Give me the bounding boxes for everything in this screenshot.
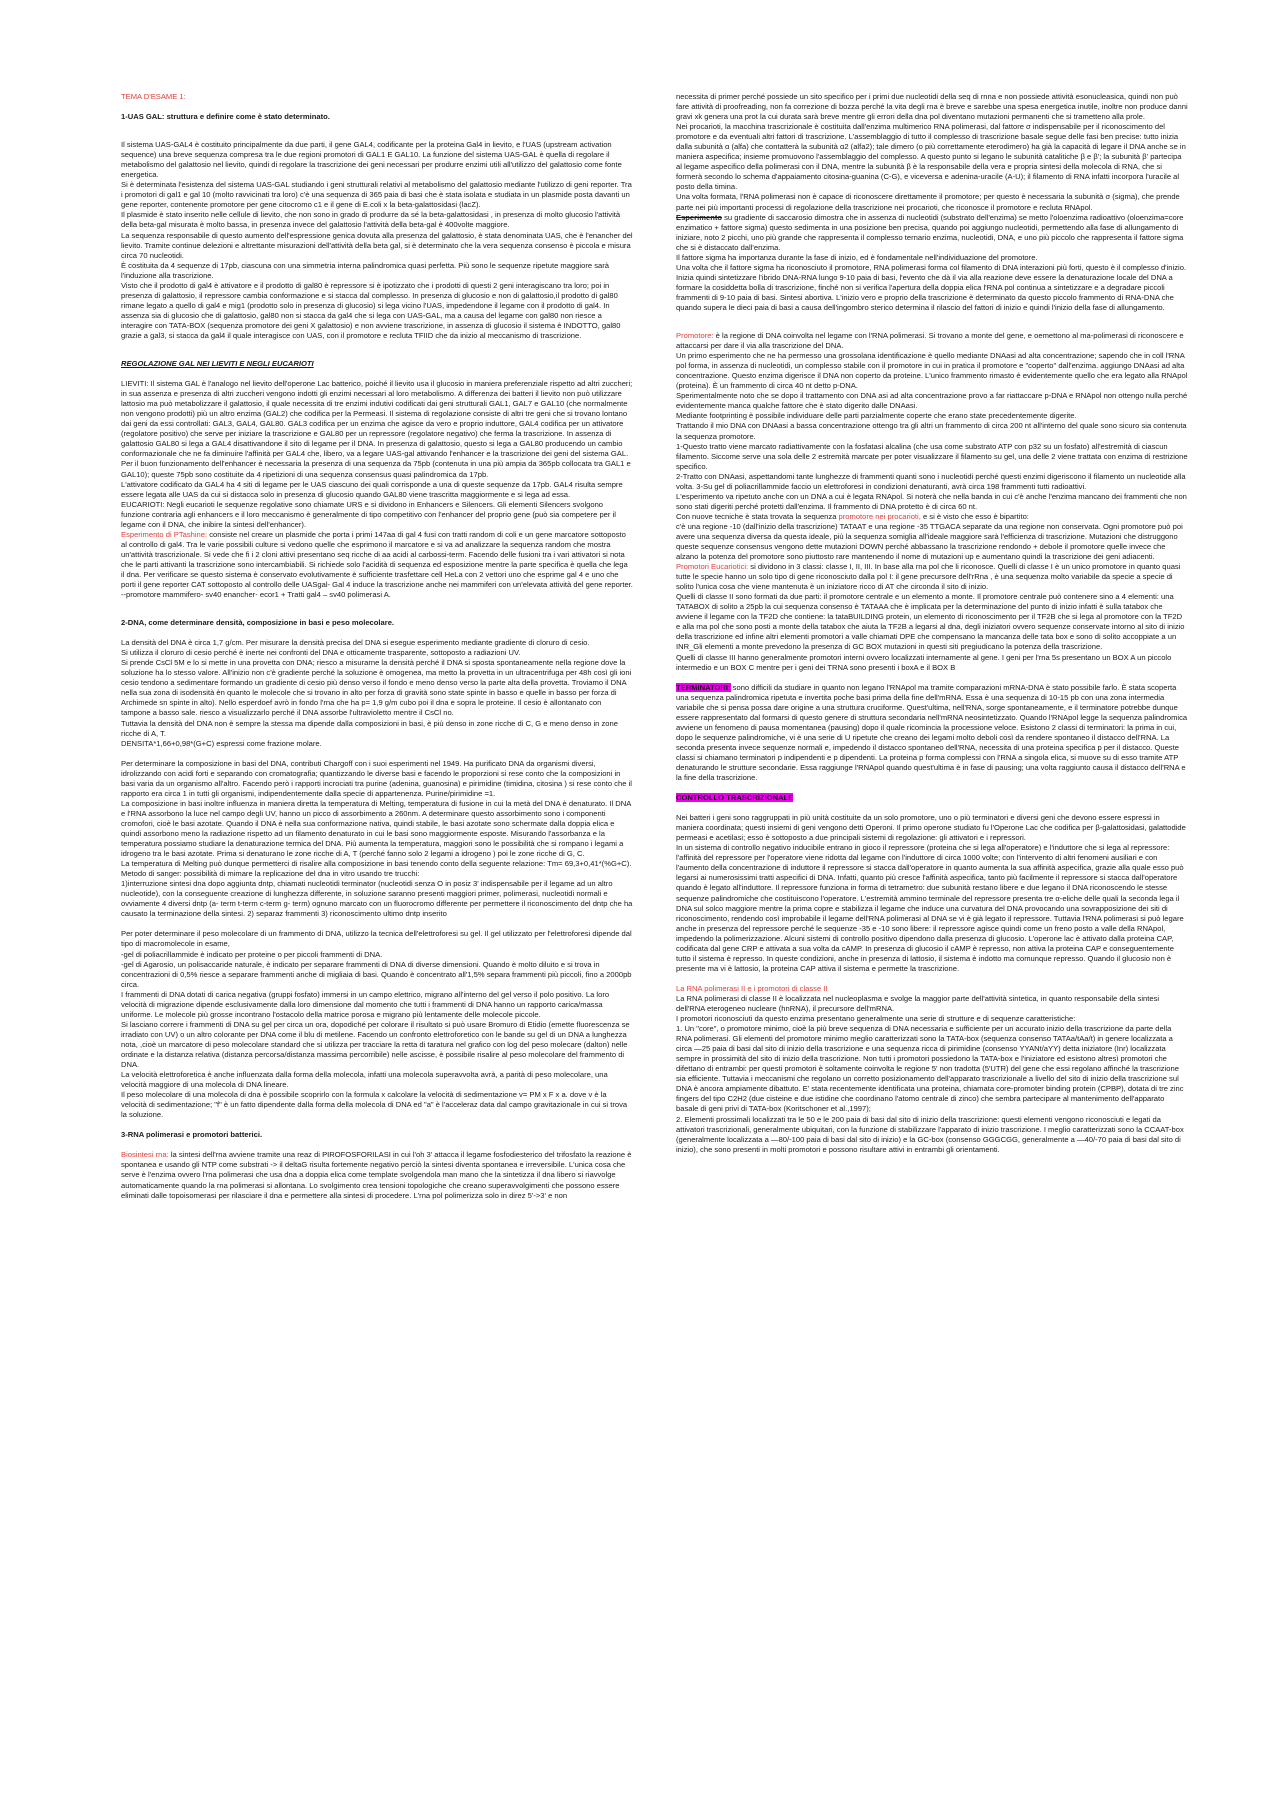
right-column bbox=[676, 92, 1188, 1155]
paragraph: La RNA polimerasi di classe II è localizzata nel nucleoplasma e svolge la maggior parte dell'attività sintetica, in quanto responsabile della sintesi dell'RNA eterogeneo nucleare (hnRNA), il precursore dell'mRNA. bbox=[676, 993, 1160, 1013]
paragraph-text: consiste nel creare un plasmide che porta i primi 147aa di gal 4 fusi con tratti random di coli e un gene marcatore sottoposto al controllo di gal4. Tra le varie possibili culture si vedono quelle che esprimono il marcatore e si va ad analizzare la sequenza random che mostra un'attività trascrizionale. Si vede che fi i 2 cloni attivi presentano seq ricche di aa acidi al carbossi-term. Facendo delle fusioni tra i vari attivatori si nota che le parti attivanti la trascrizione sono intercambiabili. Si richiede solo l'acidità di sequenza ed esposizione mentre la parte specifica è quella che lega il dna. Per verificare se questo sistema è conservato evolutivamente è sufficiente trasfettare cell HeLa con 2 vettori uno che esprime gal 4 e uno che porti il gene reporter CAT sottoposto al controllo delle UASgal- Gal 4 induce la trascrizione anche nei mammiferi con un'elevata attività del gene reporter. bbox=[121, 529, 633, 590]
terminatori-label: TERMINATORI: bbox=[676, 682, 731, 692]
heading-uas-gal: 1-UAS GAL: struttura e definire come è stato determinato. bbox=[121, 112, 330, 122]
paragraph: L'esperimento va ripetuto anche con un DNA a cui è legata RNApol. Si noterà che nella banda in cui c'è anche l'enzima mancano dei frammenti che non sono stati digeriti perché protetti dall'enzima. Il frammento di DNA protetto è di circa 60 nt. bbox=[676, 491, 1187, 511]
paragraph: Il peso molecolare di una molecola di dna è possibile scoprirlo con la formula x calcolare la velocità di sedimentazione v= PM x F x a. dove v è la velocità di sedimentazione; "f" è un fatto dipendente dalla forma della molecola di DNA ed "a" è l'acceleraz data dal campo gravitazionale in cui si trova la soluzione. bbox=[121, 1090, 628, 1120]
paragraph: DENSITA*1,66+0,98*(G+C) espressi come frazione molare. bbox=[121, 738, 322, 748]
paragraph bbox=[676, 331, 1188, 351]
paragraph: In un sistema di controllo negativo inducibile entrano in gioco il repressore (proteina che si lega all'operatore) e l'induttore che si lega al repressore: l'affinità del repressore per l'operatore viene ridotta dal legame con l'induttore di circa 1000 volte; con l'intervento di altri fenomeni ausiliari e con l'aumento della concentrazione di induttore il repressore si stacca dall'operatore in quanto aumenta la sua affinità aspecifica, grazie alla quale esso può legarsi ai numerosissimi tratti aspecifici di DNA. Infatti, quanto più cresce l'affinità aspecifica, tanto più facilmente il repressore si stacca dall'operatore quando è legato all'induttore. Il repressore funziona in forma di tetrametro: due subunità restano libere e due legano il DNA riconoscendo le stesse sequenze palindromiche che costituiscono l'operatore. L'estremità ammino terminale del repressore presenta tre α-eliche delle quali la seconda lega il DNA sul solco maggiore mentre la prima copre e stabilizza il legame che induce una curvatura del DNA provocando una sovrapposizione dei siti di riconoscimento, rendendo così improbabile il legame dell'RNA polimerasi al DNA se vi è già legato il repressore. Tuttavia l'RNA polimerasi si può legare anche in presenza del repressore perché le sequenze -35 e -10 sono libere: il repressore agisce quindi come un freno posto a valle della RNApol, impedendo la polimerizzazione. Alcuni sistemi di controllo positivo dipendono dalla presenza di glucosio. L'operone lac è attivato dalla proteina CAP, codificata dal gene CRP e attivata a sua volta da cAMP. In presenza di glucosio il cAMP è represso, non attiva la proteina CAP e conseguentemente tutto il sistema è represso. In queste condizioni, anche in presenza di lattosio, il sistema è indotto ma comunque represso. Quando il glucosio non è presente ma vi è lattosio, la proteina CAP attiva il sistema e permette la trascrizione. bbox=[676, 843, 1184, 973]
paragraph: Il fattore sigma ha importanza durante la fase di inizio, ed è fondamentale nell'individuazione del promotore. bbox=[676, 252, 1038, 262]
exam-title: TEMA D'ESAME 1: bbox=[121, 92, 186, 101]
paragraph: La velocità elettroforetica è anche influenzata dalla forma della molecola, infatti una molecola superavvolta avrà, a parità di peso molecolare, una velocità maggiore di una molecola di DNA lineare. bbox=[121, 1070, 608, 1090]
paragraph: La sequenza responsabile di questo aumento dell'espressione genica dovuta alla presenza del galattosio, è stata denominata UAS, che è l'enancher del lievito. Tramite continue delezioni e altrettante misurazioni dell'attività della beta gal, si è determinato che la vera sequenza consenso è piccola e misura circa 70 nucleotidi. bbox=[121, 230, 633, 260]
paragraph bbox=[676, 793, 1188, 803]
paragraph: necessita di primer perché possiede un sito specifico per i primi due nucleotidi della seq di rnna e non possiede attività esonucleasica, quindi non può fare attività di proofreading, non fa correzione di bozza perché la vita degli rna è breve e sarebbe una spesa energetica inutile, inoltre non produce danni gravi xk genera una prot la cui durata sarà breve mentre gli errori della dna pol diventano mutazioni permanenti che si trametteno alla prole. bbox=[676, 92, 1188, 122]
paragraph bbox=[121, 530, 633, 590]
controllo-trascrizionale-heading: CONTROLLO TRASCRIZIONALE bbox=[676, 793, 794, 803]
paragraph: Inizia quindi sintetizzare l'ibrido DNA-RNA lungo 9-10 paia di basi, l'evento che dà il via alla reazione deve essere la denaturazione locale del DNA a formare la cosiddetta bolla di trascrizione, finché non si verifica l'apertura della doppia elica l'RNA pol continua a sintetizzare e a degradare piccoli frammenti di 9-10 paia di basi. Sintesi abortiva. L'inizio vero e proprio della trascrizione è determinato da questo piccolo frammento di RNA-DNA che quando supera le dieci paia di basi a causa dell'ingombro sterico determina il rilascio del fattori di inizio e quindi l'inizio della fase di allungamento. bbox=[676, 272, 1174, 312]
paragraph: 2-Tratto con DNAasi, aspettandomi tante lunghezze di frammenti quanti sono i nucleotidi perché questi enzimi digeriscono il filamento un nucleotide alla volta. 3-Su gel di poliacrillammide faccio un elettroforesi in condizioni denaturanti, avrà circa 198 frammenti tutti radioattivi. bbox=[676, 471, 1186, 491]
paragraph: È costituita da 4 sequenze di 17pb, ciascuna con una simmetria interna palindromica quasi perfetta. Più sono le sequenze ripetute maggiore sarà l'induzione alla trascrizione. bbox=[121, 260, 609, 280]
paragraph: Metodo di sanger: possibilità di mimare la replicazione del dna in vitro usando tre trucchi: bbox=[121, 869, 420, 879]
paragraph: -gel di poliacrillammide è indicato per proteine o per piccoli frammenti di DNA. bbox=[121, 949, 383, 959]
paragraph: LIEVITI: Il sistema GAL è l'analogo nel lievito dell'operone Lac batterico, poiché il lievito usa il glucosio in maniera preferenziale rispetto ad altri zuccheri; in sua assenza e presenza di altri zuccheri vengono indotti gli enzimi necessari al loro metabolismo. A differenza dei batteri il lievito non può utilizzare lattosio ma può metabolizzare il galattosio, il quale necessita di tre enzimi indutivi codificati dai geni strutturali GAL1, GAL7 e GAL10 (che normalmente non vengono prodotti) più un altro enzima (GAL2) che codifica per la Permeasi. Il sistema di regolazione consiste di altri tre geni che si trovano lontano dai geni da essi controllati: GAL3, GAL4, GAL80. GAL3 codifica per un enzima che agisce da vero e proprio induttore, GAL4 codifica per un attivatore (regolatore positivo) che serve per iniziare la trascrizione e GAL80 per un repressore (regolatore negativo) che ferma la trascrizione. In assenza di galattosio GAL80 si lega a GAL4 disattivandone il sito di legame per il DNA. In presenza di galattosio, questo si lega a GAL80 producendo un cambio conformazionale che ne fa diminuire l'affinità per GAL4 che, libero, va a legare UAS-gal attivando l'enhancer e la trascrizione dei geni del sistema GAL. Per il buon funzionamento dell'enhancer è necessaria la presenza di una sequenza da 75pb (contenuta in una più ampia da 365pb collocata tra GAL1 e GAL10); queste 75pb sono costituite da 4 ripetizioni di una sequenza consensus quasi palindromica da 17pb. bbox=[121, 379, 633, 479]
paragraph: Quelli di classe III hanno generalmente promotori interni ovvero localizzati internamente al gene. I geni per l'rna 5s presentano un BOX A un piccolo intermedio e un BOX C mentre per i geni dei TRNA sono presenti i boxA e il BOX B bbox=[676, 652, 1172, 672]
biosintesi-label: Biosintesi rna: bbox=[121, 1150, 169, 1160]
paragraph: 1. Un "core", o promotore minimo, cioè la più breve sequenza di DNA necessaria e sufficiente per un accurato inizio della trascrizione da parte della RNA polimerasi. Gli elementi del promotore minimo meglio caratterizzati sono la TATA-box (sequenza consenso TATAa/tAa/t) in genere localizzata a circa —25 paia di basi dal sito di inizio della trascrizione e una sequenza ricca di pirimidine (consenso YYANt/aYY) detta iniziatore (Inr) localizzata sempre in prossimità del sito di inizio della trascrizione. Non tutti i promotori possiedono la TATA-box e l'iniziatore ed esistono altresì promotori che difettano di entrambi: per questi promotori è soltamente coinvolta le regione 5' non tradotta (5'UTR) del gene che essi regolano affinché la trascrizione sia efficiente. Tuttavia i meccanismi che regolano un corretto posizionamento dell'apparato trascrizionale a livello del sito di inizio della trascrizione sul DNA è ancora ampiamente dibattuto. E' stata recentemente identificata una proteina, chiamata core-promoter binding protein (CPBP), dotata di tre zinc fingers del tipo C2H2 (due cisteine e due istidine che coordinano l'atomo centrale di zinco) che sembra partecipare al mantenimento dell'apparato basale di geni privi di TATA-box (Koritschoner et al.,1997); bbox=[676, 1024, 1184, 1114]
paragraph: Per poter determinare il peso molecolare di un frammento di DNA, utilizzo la tecnica dell'elettroforesi su gel. Il gel utilizzato per l'elettroforesi dipende dal tipo di macromolecole in esame, bbox=[121, 929, 632, 949]
paragraph bbox=[676, 683, 1188, 783]
paragraph bbox=[676, 562, 1188, 592]
paragraph: Nei procarioti, la macchina trascrizionale è costituita dall'enzima multimerico RNA polimerasi, dal fattore σ indispensabile per il riconoscimento del promotore e da eventuali altri fattori di trascrizione. L'assemblaggio di tutto il complesso di trascrizione basale segue delle fasi ben precise: tutto inizia dalla subunità α (alfa) che contatterà la subunità α2 (alfa2); tale dimero (o più correttamente eterodimero) ha già la capacità di legare il DNA anche se in maniera aspecifica; insieme promuovono l'assemblaggio del complesso. A questo punto si legano le subunità catalitiche β e β'; la subunità β' partecipa al legame aspecifico della polimerasi con il DNA, mentre la subunità β è la responsabile della vera e propria sintesi della molecola di RNA, che si formerà secondo lo schema d'appaiamento citosina-guanina (C-G), e viceversa e adenina-uracile (A-U); il filamento di RNA infatti incorpora l'uracile al posto della timina. bbox=[676, 122, 1186, 192]
paragraph-text: e si è visto che esso è bipartito: bbox=[920, 511, 1029, 521]
esperimento-label: Esperimento bbox=[676, 212, 722, 222]
paragraph-text: è la regione di DNA coinvolta nel legame con l'RNA polimerasi. Si trovano a monte del gene, e oemettono al ma-polimerasi di riconoscere e attaccarsi per dare il via alla trascrizione del DNA. bbox=[676, 331, 1184, 351]
paragraph: Tuttavia la densità del DNA non è sempre la stessa ma dipende dalla composizioni in basi, è più denso in zone ricche di C, G e meno denso in zone ricche di A, T. bbox=[121, 718, 618, 738]
experiment-label: Esperimento di PTashine: bbox=[121, 529, 208, 539]
paragraph-text: sono difficili da studiare in quanto non legano l'RNApol ma tramite comparazioni mRNA-DNA è stato possibile farlo. È stata scoperta una sequenza palindromica ripetuta e invertita poche basi prima della fine dell'mRNA. Essa è una sequenza di 10-15 pb con una zona intermedia variabile che si pensa possa dare origine a una struttura cruciforme. Quest'ultima, nell'RNA, sorge spontaneamente, e il terminatore potrebbe dunque essere rappresentato dal formarsi di questo genere di struttura secondaria nell'mRNA neosintetizzato. Quando l'RNApol legge la sequenza palindromica avviene un fenomeno di pausa momentanea (pausing) dopo il quale ricomincia la processione veloce. Esistono 2 classi di terminatori: la prima in cui, dopo le sequenze palindromiche, vi è una serie di U ripetute che creano dei legami molto deboli così da rendere spontaneo il distacco dell'RNA. La seconda presenta invece sequenze normali e, impedendo il distacco spontaneo dell'RNA, necessita di una proteina specifica p per il distacco. Queste classi si chiamano terminatori p indipendenti e p dipendenti. La proteina p forma complessi con l'RNA a singola elica, si muove su di esso tramite ATP denaturando le strutture secondarie. Essa raggiunge l'RNApol quando quest'ultima è in fase di pausing; una volta raggiunto causa il distacco dell'RNA e la fine della trascrizione. bbox=[676, 682, 1188, 783]
paragraph: Il sistema UAS-GAL4 è costituito principalmente da due parti, il gene GAL4, codificante per la proteina Gal4 in lievito, e l'UAS (upstream activation sequence) una breve sequenza compresa tra le due regioni promotori di GAL1 E GAL10. La funzione del sistema UAS-GAL è quella di regolare il metabolismo del galattosio nel lievito, quindi di regolare la trascrizione dei geni necessari per produrre enzimi utili all'utilizzo del galattosio come fonte energetica. bbox=[121, 140, 622, 180]
paragraph: Una volta che il fattore sigma ha riconosciuto il promotore, RNA polimerasi forma col filamento di DNA interazioni più forti, questo è il complesso d'inizio. bbox=[676, 262, 1187, 272]
paragraph: La composizione in basi inoltre influenza in maniera diretta la temperatura di Melting, temperatura di fusione in cui la metà del DNA è denaturato. Il DNA e l'RNA assorbono la luce nel campo degli UV, hanno un picco di assorbimento a 260nm. A determinare questo assorbimento sono i componenti cromofori, cioè le basi azotate. Quando il DNA è nella sua conformazione nativa, quindi stabile, le basi azotate sono schermate dalla doppia elica e quindi assorbono meno la radiazione rispetto ad un filamento denaturato in cui le basi sono maggiormente esposte. Misurando l'assorbanza e la temperatura possiamo studiare la denaturazione termica del DNA. Più aumenta la temperatura, maggiori sono le possibilità che si rompano i legami a idrogeno tra le basi azotate. Prima si denaturano le zone ricche di A, T (perché fanno solo 2 legami a idrogeno ) poi le zone ricche di G, C. bbox=[121, 798, 631, 859]
promotori-eucariotici-label: Promotori Eucariotici: bbox=[676, 562, 749, 572]
paragraph bbox=[676, 213, 1188, 253]
paragraph bbox=[676, 512, 1188, 522]
paragraph: 1)interruzione sintesi dna dopo aggiunta dntp, chiamati nucleotidi terminator (nucleotidi senza O in posiz 3' indispensabile per il legame ad un altro nucleotide), con la conseguente creazione di lunghezza differente, in soluzione saranno presenti maggiori primer, polimerasi, nucleotidi normali e ovviamente 4 diversi dntp (a- term t-term c-term g- term) ognuno marcato con un fluorocromo differente per permettere il riconoscimento del dntp che ha causato la terminazione della sintesi. 2) separaz frammenti 3) riconoscimento ultimo dntp inserito bbox=[121, 879, 633, 919]
paragraph bbox=[121, 1150, 633, 1200]
heading-rna-polimerasi: 3-RNA polimerasi e promotori batterici. bbox=[121, 1130, 263, 1140]
paragraph-text: Con nuove tecniche è stata trovata la sequenza bbox=[676, 511, 839, 521]
heading-rna-polimerasi-ii: La RNA polimerasi II e i promotori di classe II bbox=[676, 983, 828, 993]
paragraph: -gel di Agarosio, un polisaccaride naturale, è indicato per separare frammenti di DNA di diverse dimensioni. Quando è molto diluito e si trova in concentrazioni di 0,5% riesce a separare frammenti anche di migliaia di basi. Quando è concentrato all'1,5% separa frammenti più piccoli, fino a 2000pb circa. bbox=[121, 959, 632, 989]
paragraph: L'attivatore codificato da GAL4 ha 4 siti di legame per le UAS ciascuno dei quali corrisponde a una di queste sequenze da 17pb. GAL4 risulta sempre essere legata alle UAS da cui si distacca solo in presenza di glucosio quando GAL80 viene trascritta maggiormente e si lega ad essa. bbox=[121, 479, 623, 499]
paragraph: I frammenti di DNA dotati di carica negativa (gruppi fosfato) immersi in un campo elettrico, migrano all'interno del gel verso il polo positivo. La loro velocità di migrazione dipende esclusivamente dalla loro dimensione dal momento che tutti i frammenti di DNA hanno un rapporto carica/massa uniforme. Le molecole più grosse incontrano l'ostacolo della matrice porosa e migrano più lentamente delle molecole piccole. bbox=[121, 989, 610, 1019]
paragraph: EUCARIOTI: Negli eucarioti le sequenze regolative sono chiamate URS e si dividono in Enhancers e Silencers. Gli elementi Silencers svolgono funzione contraria agli enhancers e il loro meccanismo è generalmente di tipo competitivo con l'enhancer del proprio gene (può sia competere per il legame con il DNA, che inibire la sintesi dell'enhancer). bbox=[121, 499, 616, 529]
paragraph: Il plasmide è stato inserito nelle cellule di lievito, che non sono in grado di produrre da sé la beta-galattosidasi , in presenza di molto glucosio l'attività della beta-gal misurata è molto bassa, in presenza invece del galattosio l'attività della beta-gal è 400volte maggiore. bbox=[121, 210, 621, 230]
paragraph: Sperimentalmente noto che se dopo il trattamento con DNA asi ad alta concentrazione provo a far riattaccare p-DNA e RNApol non ottengo nulla perché evidentemente manca qualche fattore che è stato digerito dalle DNAasi. bbox=[676, 391, 1188, 411]
paragraph: Si utilizza il cloruro di cesio perché è inerte nei confronti del DNA e otticamente trasparente, sottoposto a radiazioni UV. bbox=[121, 648, 521, 658]
paragraph-text: la sintesi dell'rna avviene tramite una reaz di PIROFOSFORILASI in cui l'oh 3' attacca il legame fosfodiesterico del trifosfato la reazione è spontanea e usando gli NTP come substrati -> il deltaG risulta fortemente negativo perciò la sintesi diventa spontanea e irreversibile. L'unica cosa che serve è l'enzima ovvero l'rna polimerasi che usa dna a doppia elica come template svolgendola man mano che la sintetizza il dna libero si riavvolge automaticamente quando la rna polimerasi si allontana. Lo svolgimento crea tensioni topologiche che creano superavvolgimenti che possono essere eliminati dalle topoisomerasi per rilasciare il dna e permettere alla sintesi di procedere. L'rna pol polimerizza solo in direz 5'->3' e non bbox=[121, 1150, 632, 1200]
paragraph: Si è determinata l'esistenza del sistema UAS-GAL studiando i geni strutturali relativi al metabolismo del galattosio mediante l'utilizzo di geni reporter. Tra i promotori di gal1 e gal 10 (molto ravvicinati tra loro) c'è una sequenza di 365 paia di basi che è stata isolata e studiata in un plasmide posta davanti un gene reporter, contenente promotore per gene citocromo c1 e il gene di E.coli x la beta-galattosidasi (lacZ). bbox=[121, 180, 632, 210]
promotore-label: Promotore: bbox=[676, 331, 714, 341]
left-column bbox=[121, 92, 633, 1201]
paragraph: Un primo esperimento che ne ha permesso una grossolana identificazione è quello mediante DNAasi ad alta concentrazione; sapendo che in coll l'RNA pol forma, in assenza di nucleotidi, un complesso stabile con il promotore in cui in pratica il promotore e "coperto" dall'enzima. aggiungo DNAasi ad alta concentrazione. Questo enzima digerisce il DNA non coperto da proteine. L'unico frammento rimasto è evidentemente quello che era legato alla RNApol (proteina). È un frammento di circa 40 nt detto p-DNA. bbox=[676, 351, 1188, 391]
heading-regolazione-gal: REGOLAZIONE GAL NEI LIEVITI E NEGLI EUCARIOTI bbox=[121, 359, 314, 369]
paragraph: Mediante footprinting è possibile individuare delle parti parzialmente coperte che erano state precedentemente digerite. bbox=[676, 411, 1077, 421]
paragraph: c'è una regione -10 (dall'inizio della trascrizione) TATAAT e una regione -35 TTGACA separate da una regione non conservata. Ogni promotore può poi avere una sequenza diversa da questa ideale, più la sequenza somiglia all'ideale maggiore sarà l'efficienza di trascrizione. Mutazioni che distruggono queste sequenze consensus vengono dette mutazioni DOWN perché abbassano la trascrizione rendondo + debole il promotore quelle invece che alzano la potenza del promotore sono piuttosto rare mantenendo il nome di mutazioni up e aumentano quindi la trascrizione dei geni adiacenti. bbox=[676, 521, 1183, 562]
paragraph: La temperatura di Melting può dunque permetterci di risalire alla composizione in basi tenendo conto della seguente relazione: Tm= 69,3+0,41*(%G+C). bbox=[121, 859, 632, 869]
paragraph: Una volta formata, l'RNA polimerasi non è capace di riconoscere direttamente il promotore; per questo è necessaria la subunità σ (sigma), che prende parte nei più importanti processi di regolazione della trascrizione nei procarioti, che riconosce il promotore e recluta RNApol. bbox=[676, 192, 1180, 212]
paragraph: Nei batteri i geni sono raggruppati in più unità costituite da un solo promotore, uno o più terminatori e diversi geni che devono essere espressi in maniera coordinata; questi insiemi di geni vengono detti Operoni. Il primo operone studiato fu l'Operone Lac che codifica per β-galattosidasi, galattodide permeasi e acetilasi; esso è sottoposto a due principali sistemi di regolazione: gli attivatori e i repressori. bbox=[676, 813, 1186, 843]
paragraph-text: su gradiente di saccarosio dimostra che in assenza di nucleotidi (substrato dell'enzima) se metto l'oloenzima radioattivo (oloenzima=core enzimatico + fattore sigma) questo sedimenta in una posizione ben precisa, quando poi aggiungo nucleotidi, permettendo alla fase di allungamento di iniziare, noto 2 picchi, uno più grande che rappresenta il complesso ternario enzima, nucleotidi, DNA, e uno più piccolo che rappresenta il fattore sigma che si è distaccato dall'enzima. bbox=[676, 212, 1184, 252]
paragraph: 1-Questo tratto viene marcato radiattivamente con la fosfatasi alcalina (che usa come substrato ATP con p32 su un fosfato) all'estremità di ciascun filamento. Siccome serve una sola delle 2 estremità marcate per poter visualizzare il filamento su gel, una delle 2 viene trattata con enzima di restrizione specifico. bbox=[676, 441, 1188, 471]
paragraph: Si lasciano correre i frammenti di DNA su gel per circa un ora, dopodiché per colorare il risultato si può usare Bromuro di Etidio (emette fluorescenza se irradiato con UV) o un altro colorante per DNA come il blu di metilene. Facendo un confronto elettroforetico con le bande su gel di un DNA a lunghezza nota, ,cioè un marcatore di peso molecolare standard che si utilizza per tracciare la retta di taratura nel grafico con log del peso molecare (dalton) nelle ordinate e la distanza relativa (distanza percorsa/distanza massima percorribile) nelle ascisse, è possibile risalire al peso molecolare del frammento di DNA. bbox=[121, 1019, 630, 1070]
paragraph: 2. Elementi prossimali localizzati tra le 50 e le 200 paia di basi dal sito di inizio della trascrizione: questi elementi vengono riconosciuti e legati da attivatori trascrizionali, generalmente ubiquitari, con la funzione di stabilizzare l'apparato di inizio trascrizione. I meglio caratterizzati sono la CCAAT-box (generalmente localizzata a —80/-100 paia di basi dal sito di inizio) e la GC-box (consenso GGGCGG, generalmente a —40/-70 paia di basi dal sito di inizio), che sono presenti in molti promotori e possono risultare attivi in entrambi gli orientamenti. bbox=[676, 1114, 1184, 1154]
paragraph-text: si dividono in 3 classi: classe I, II, III. In base alla rna pol che li riconosce. Quelli di classe I è un unico promotore in quanto quasi tutte le specie hanno un solo tipo di gene riconosciuto dalla pol I: il gene precursore dell'rRna , è una sequenza molto variabile da specie a specie di solito l'unica cosa che viene mantenuta è un iniziatore ricco di AT che circonda il sito di inizio. bbox=[676, 562, 1181, 592]
promotore-procarioti-label: promotore nei procarioti, bbox=[838, 511, 921, 521]
paragraph: --promotore mammifero- sv40 enancher- ecor1 + Tratti gal4 – sv40 polimerasi A. bbox=[121, 590, 391, 600]
paragraph: Per determinare la composizione in basi del DNA, contributi Chargoff con i suoi esperimenti nel 1949. Ha purificato DNA da organismi diversi, idrolizzando con acidi forti e separando con cromatografia; quantizzando le diverse basi e facendo le proporzioni si rese conto che la composizioni in basi varia da un organismo all'altro. Facendo però i rapporti incrociati tra purine (adenina, guanosina) e pirimidine (timidina, citosina ) si rese conto che il rapporto era circa 1 in tutti gli organismi, indipendentemente dalla specie di appartenenza. Purine/pirimidine =1. bbox=[121, 758, 632, 798]
paragraph: I promotori riconosciuti da questo enzima presentano generalmente una serie di strutture e di sequenze caratteristiche: bbox=[676, 1014, 1076, 1024]
paragraph: La densità del DNA è circa 1,7 g/cm. Per misurare la densità precisa del DNA si esegue esperimento mediante gradiente di cloruro di cesio. bbox=[121, 638, 590, 648]
paragraph: Visto che il prodotto di gal4 è attivatore e il prodotto di gal80 è repressore si è ipotizzato che i prodotti di questi 2 geni interagiscano tra loro; poi in presenza di galattosio, il repressore cambia conformazione e si stacca dal complesso. In presenza di glucosio e non di galattosio,il prodotto di gal80 rimane legato a quello di gal4 e mig1 (prodotto solo in presenza di glucosio) si lega vicino l'UAS, impedendone il legame con il prodotto di gal4. In assenza sia di glucosio che di galattosio, gal80 non si stacca da gal4 che si lega con UAS-GAL, ma a causa del legame con gal80 non riesce a interagire con TATA-BOX (sequenza promotore dei geni X galattosio) e non avviene trascrizione, in assenza di glucosio il sistema è INDOTTO, gal80 grazie a gal3, si stacca da gal4 il quale interagisce con UAS, con il promotore e recluta TFIID che da inizio al meccanismo di trascrizione. bbox=[121, 280, 621, 340]
heading-dna-density: 2-DNA, come determinare densità, composizione in basi e peso molecolare. bbox=[121, 618, 395, 628]
paragraph: Trattando il mio DNA con DNAasi a bassa concentrazione ottengo tra gli altri un frammento di circa 200 nt all'interno del quale sono sicuro sia contenuta la sequenza promotore. bbox=[676, 421, 1187, 441]
paragraph: Quelli di classe II sono formati da due parti: il promotore centrale e un elemento a monte. Il promotore centrale può contenere sino a 4 elementi: una TATABOX di solito a 25pb la cui sequenza consenso è TATAAA che è implicata per la determinazione del punto di inizio infatti è sulla tatabox che avviene il legame con la TF2D che contiene: la tataBUILDING protein, un elemento di riconoscimento per il TF2B che si lega al promotore con la TF2D e alla rna pol che sono posti a monte della tatabox che aiuta la TF2B a legarsi al dna, degli iniziatori ovvero sequenze conservate intorno al sito di inizio della trascrizione ed infine altri elementi promotori a valle chiamati DPE che compensano la mancanza delle tata box e sono di solito accoppiate a un INR_Gli elementi a monte prevedono la presenza di GC BOX mutazioni in questi siti pregiudicano la potenza della trascrizione. bbox=[676, 592, 1185, 652]
paragraph: Si prende CsCl 5M e lo si mette in una provetta con DNA; riesco a misurarne la densità perché il DNA si sposta spontaneamente nella regione dove la soluzione ha lo stesso valore. All'inizio non c'è gradiente perché la soluzione è omogenea, ma metto la provetta in un ultracentrifuga per 48h così gli ioni cesio tendono a sedimentare formando un gradiente di cesio più denso verso il fondo e meno denso verso la parte alta della provetta. Troviamo il DNA nella sua zona di isodensità èn quanto le molecole che si trovano in alto per forza di gravità sono state spinte in basso e quelle in basso per forza di Archimede sn spinte in alto). Nello esperdoef avrò in fondo l'rna che ha p= 1,9 g/m cubo poi il dna e sopra le proteine. Il cesio è allontanato con tampone a basso sale. riesco a visualizzarlo perché il DNA assorbe l'ultravioletto mentre il CsCl no. bbox=[121, 658, 632, 718]
